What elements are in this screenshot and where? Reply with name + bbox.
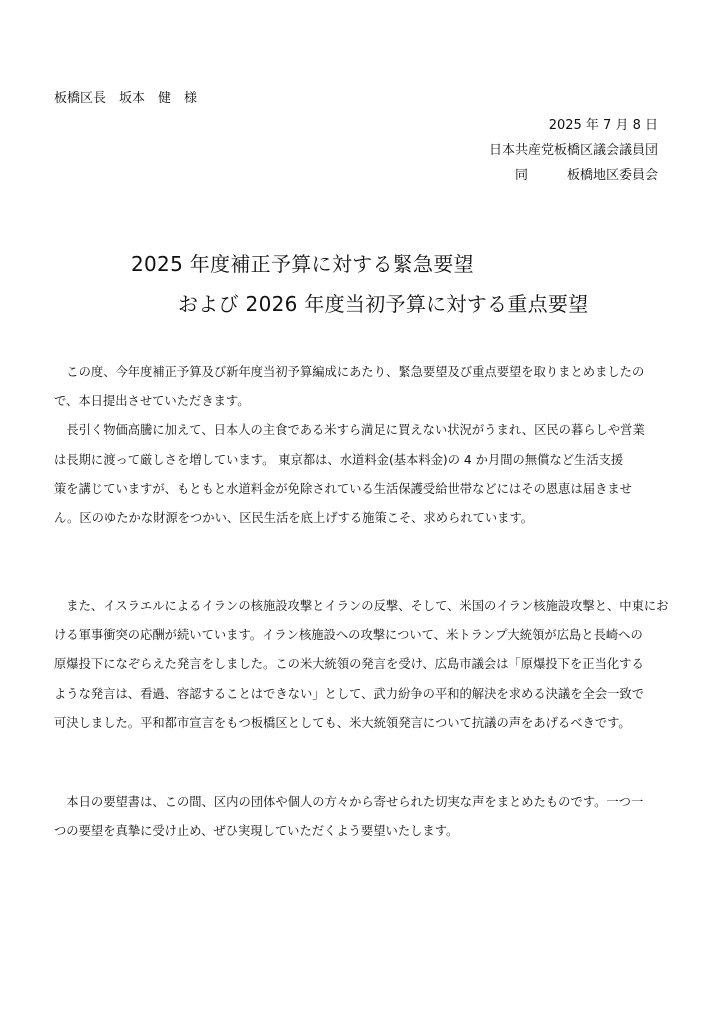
paragraph-line: ける軍事衝突の応酬が続いています。イラン核施設への攻撃について、米トランプ大統領が広島と長崎への <box>54 628 643 643</box>
paragraph-line: は長期に渡って厳しさを増しています。 東京都は、水道料金(基本料金)の 4 か月間の無償など生活支援 <box>54 452 624 467</box>
addressee: 板橋区長 坂本 健 様 <box>54 91 198 106</box>
paragraph-line: この度、今年度補正予算及び新年度当初予算編成にあたり、緊急要望及び重点要望を取りまとめましたの <box>54 365 645 379</box>
date: 2025 年 7 月 8 日 <box>548 118 658 133</box>
paragraph-peace <box>54 592 670 738</box>
paragraph-line: 長引く物価高騰に加えて、日本人の主食である米すら満足に買えない状況がうまれ、区民の暮らしや営業 <box>54 423 645 438</box>
paragraph-line: 策を講じていますが、もともと水道料金が免除されている生活保護受給世帯などにはその恩恵は届きませ <box>54 481 632 496</box>
paragraph-line: 可決しました。平和都市宣言をもつ板橋区としても、米大統領発言について抗議の声をあげるべきです。 <box>54 715 631 730</box>
paragraph-line: ような発言は、看過、容認することはできない」として、武力紛争の平和的解決を求める決議を全会一致で <box>54 686 645 701</box>
document-title-line-2: および 2026 年度当初予算に対する重点要望 <box>178 292 589 316</box>
paragraph-closing <box>54 788 670 846</box>
paragraph-line: また、イスラエルによるイランの核施設攻撃とイランの反撃、そして、米国のイラン核施設攻撃と、中東にお <box>54 599 669 613</box>
paragraph-intro <box>54 358 670 533</box>
sender-organization: 日本共産党板橋区議会議員団 <box>488 143 658 158</box>
paragraph-line: で、本日提出させていただきます。 <box>54 394 250 409</box>
document-title-line-1: 2025 年度補正予算に対する緊急要望 <box>131 252 474 276</box>
paragraph-line: ん。区のゆたかな財源をつかい、区民生活を底上げする施策こそ、求められています。 <box>54 511 534 526</box>
paragraph-line: 本日の要望書は、この間、区内の団体や個人の方々から寄せられた切実な声をまとめたものです。一つ一 <box>54 795 644 809</box>
paragraph-line: 原爆投下になぞらえた発言をしました。この米大統領の発言を受け、広島市議会は「原爆投下を正当化する <box>54 657 644 672</box>
sender-committee: 同 板橋地区委員会 <box>514 168 658 183</box>
paragraph-line: つの要望を真摯に受け止め、ぜひ実現していただくよう要望いたします。 <box>54 824 459 839</box>
